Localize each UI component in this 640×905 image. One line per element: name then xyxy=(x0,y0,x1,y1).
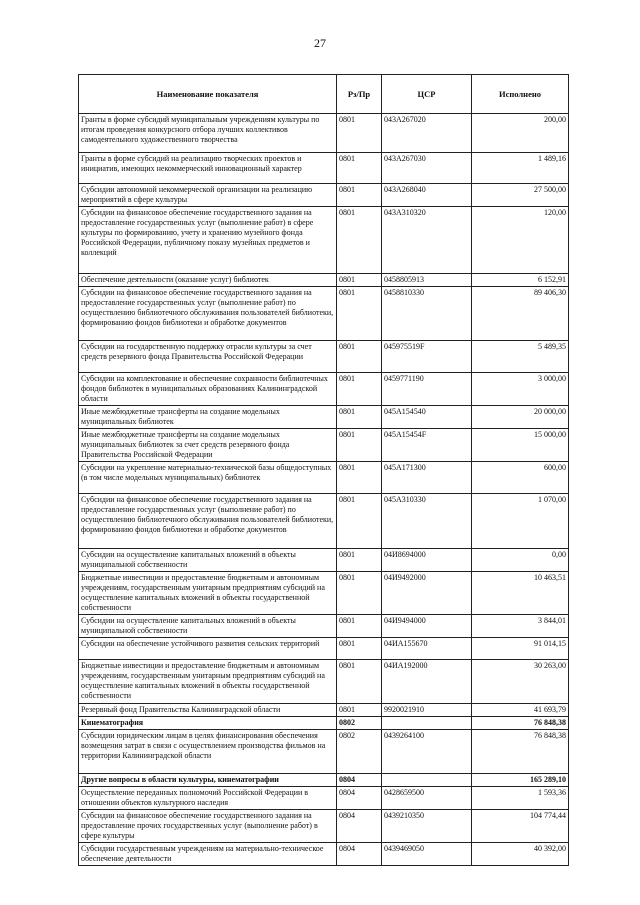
table-row xyxy=(79,274,569,287)
cell-name: Субсидии на осуществление капитальных вложений в объекты муниципальной собственности xyxy=(79,549,337,572)
header-name: Наименование показателя xyxy=(79,75,337,114)
cell-name: Субсидии на осуществление капитальных вложений в объекты муниципальной собственности xyxy=(79,615,337,638)
cell-name: Резервный фонд Правительства Калининградской области xyxy=(79,704,337,717)
cell-name: Иные межбюджетные трансферты на создание модельных муниципальных библиотек за счет средств резервного фонда Правительства Российской Федерации xyxy=(79,429,337,462)
cell-rzpr: 0801 xyxy=(337,660,382,704)
cell-value: 30 263,00 xyxy=(472,660,569,704)
cell-csr xyxy=(382,717,472,730)
cell-rzpr: 0804 xyxy=(337,810,382,843)
cell-rzpr: 0801 xyxy=(337,638,382,660)
cell-csr: 0439264100 xyxy=(382,730,472,774)
cell-value: 200,00 xyxy=(472,114,569,153)
cell-name: Субсидии на укрепление материально-технической базы общедоступных (в том числе модельных муниципальных) библиотек xyxy=(79,462,337,494)
cell-value: 3 844,01 xyxy=(472,615,569,638)
cell-csr: 045А154540 xyxy=(382,406,472,429)
cell-csr: 0439469050 xyxy=(382,843,472,866)
table-row xyxy=(79,184,569,207)
cell-value: 104 774,44 xyxy=(472,810,569,843)
cell-csr: 9920021910 xyxy=(382,704,472,717)
header-csr: ЦСР xyxy=(382,75,472,114)
table-row xyxy=(79,114,569,153)
cell-name: Бюджетные инвестиции и предоставление бюджетным и автономным учреждениям, государственным унитарным предприятиям субсидий на осуществление капитальных вложений в объекты государственной собственности xyxy=(79,572,337,615)
cell-name: Субсидии на государственную поддержку отрасли культуры за счет средств резервного фонда Правительства Российской Федерации xyxy=(79,341,337,373)
cell-name: Субсидии на финансовое обеспечение государственного задания на предоставление государственных услуг (выполнение работ) по осуществлению библиотечного обслуживания пользователей библиотеки, формированию фондов библиотеки и обработке документов xyxy=(79,494,337,549)
cell-csr: 0459771190 xyxy=(382,373,472,406)
cell-csr: 043А310320 xyxy=(382,207,472,274)
cell-csr: 043А268040 xyxy=(382,184,472,207)
cell-name: Субсидии на обеспечение устойчивого развития сельских территорий xyxy=(79,638,337,660)
cell-name: Гранты в форме субсидий муниципальным учреждениям культуры по итогам проведения конкурсного отбора лучших коллективов самодеятельного художественного творчества xyxy=(79,114,337,153)
cell-rzpr: 0802 xyxy=(337,717,382,730)
cell-rzpr: 0801 xyxy=(337,114,382,153)
cell-value: 76 848,38 xyxy=(472,730,569,774)
cell-value: 600,00 xyxy=(472,462,569,494)
cell-name: Субсидии юридическим лицам в целях финансирования обеспечения возмещения затрат в связи с осуществлением производства фильмов на территории Калининградской области xyxy=(79,730,337,774)
table-row xyxy=(79,717,569,730)
table-row xyxy=(79,373,569,406)
page-number: 27 xyxy=(314,36,326,50)
cell-value: 27 500,00 xyxy=(472,184,569,207)
cell-rzpr: 0804 xyxy=(337,787,382,810)
cell-rzpr: 0801 xyxy=(337,184,382,207)
cell-rzpr: 0804 xyxy=(337,843,382,866)
cell-value: 6 152,91 xyxy=(472,274,569,287)
table-row xyxy=(79,207,569,274)
cell-value: 89 406,30 xyxy=(472,287,569,341)
cell-rzpr: 0801 xyxy=(337,704,382,717)
table-row xyxy=(79,787,569,810)
cell-name: Субсидии на финансовое обеспечение государственного задания на предоставление прочих государственных услуг (выполнение работ) в сфере культуры xyxy=(79,810,337,843)
table-row xyxy=(79,341,569,373)
cell-name: Другие вопросы в области культуры, кинематографии xyxy=(79,774,337,787)
cell-rzpr: 0801 xyxy=(337,494,382,549)
cell-rzpr: 0804 xyxy=(337,774,382,787)
cell-csr xyxy=(382,774,472,787)
table-row xyxy=(79,429,569,462)
cell-value: 1 593,36 xyxy=(472,787,569,810)
header-rzpr: Рз/Пр xyxy=(337,75,382,114)
cell-value: 41 693,79 xyxy=(472,704,569,717)
table-row xyxy=(79,730,569,774)
cell-name: Кинематография xyxy=(79,717,337,730)
cell-csr: 04И9494000 xyxy=(382,615,472,638)
cell-rzpr: 0801 xyxy=(337,429,382,462)
cell-rzpr: 0801 xyxy=(337,153,382,184)
cell-value: 76 848,38 xyxy=(472,717,569,730)
table-row xyxy=(79,774,569,787)
cell-csr: 0458810330 xyxy=(382,287,472,341)
table-row xyxy=(79,287,569,341)
cell-name: Субсидии автономной некоммерческой организации на реализацию мероприятий в сфере культуры xyxy=(79,184,337,207)
cell-csr: 045А15454F xyxy=(382,429,472,462)
cell-csr: 043А267030 xyxy=(382,153,472,184)
cell-rzpr: 0801 xyxy=(337,274,382,287)
table-row xyxy=(79,638,569,660)
cell-csr: 04ИА155670 xyxy=(382,638,472,660)
cell-name: Субсидии государственным учреждениям на материально-техническое обеспечение деятельности xyxy=(79,843,337,866)
cell-rzpr: 0801 xyxy=(337,207,382,274)
cell-value: 20 000,00 xyxy=(472,406,569,429)
cell-name: Субсидии на комплектование и обеспечение сохранности библиотечных фондов библиотек в муниципальных образованиях Калининградской области xyxy=(79,373,337,406)
cell-value: 165 289,10 xyxy=(472,774,569,787)
cell-value: 91 014,15 xyxy=(472,638,569,660)
cell-name: Осуществление переданных полномочий Российской Федерации в отношении объектов культурного наследия xyxy=(79,787,337,810)
cell-csr: 0428659500 xyxy=(382,787,472,810)
table-row xyxy=(79,615,569,638)
cell-value: 120,00 xyxy=(472,207,569,274)
cell-csr: 04И9492000 xyxy=(382,572,472,615)
cell-name: Иные межбюджетные трансферты на создание модельных муниципальных библиотек xyxy=(79,406,337,429)
table-row xyxy=(79,153,569,184)
table-row xyxy=(79,406,569,429)
table-row xyxy=(79,462,569,494)
table-body xyxy=(79,114,569,866)
cell-csr: 045А310330 xyxy=(382,494,472,549)
cell-csr: 0439210350 xyxy=(382,810,472,843)
cell-value: 1 070,00 xyxy=(472,494,569,549)
cell-rzpr: 0801 xyxy=(337,462,382,494)
header-value: Исполнено xyxy=(472,75,569,114)
cell-csr: 04ИА192000 xyxy=(382,660,472,704)
table-row xyxy=(79,810,569,843)
table-header-row xyxy=(79,75,569,114)
cell-rzpr: 0801 xyxy=(337,615,382,638)
cell-csr: 04И8694000 xyxy=(382,549,472,572)
cell-value: 15 000,00 xyxy=(472,429,569,462)
cell-csr: 045975519F xyxy=(382,341,472,373)
cell-value: 1 489,16 xyxy=(472,153,569,184)
budget-table xyxy=(78,74,569,866)
table-row xyxy=(79,572,569,615)
cell-name: Гранты в форме субсидий на реализацию творческих проектов и инициатив, имеющих некоммерческий инновационный характер xyxy=(79,153,337,184)
cell-csr: 043А267020 xyxy=(382,114,472,153)
cell-name: Бюджетные инвестиции и предоставление бюджетным и автономным учреждениям, государственным унитарным предприятиям субсидий на осуществление капитальных вложений в объекты государственной собственности xyxy=(79,660,337,704)
cell-rzpr: 0801 xyxy=(337,287,382,341)
table-row xyxy=(79,549,569,572)
cell-rzpr: 0801 xyxy=(337,572,382,615)
cell-csr: 0458805913 xyxy=(382,274,472,287)
table-row xyxy=(79,704,569,717)
cell-rzpr: 0801 xyxy=(337,373,382,406)
cell-rzpr: 0802 xyxy=(337,730,382,774)
cell-name: Субсидии на финансовое обеспечение государственного задания на предоставление государственных услуг (выполнение работ) в сфере культуры по формированию, учету и хранению музейного фонда Российской Федерации, публичному показу музейных предметов и коллекций xyxy=(79,207,337,274)
cell-rzpr: 0801 xyxy=(337,406,382,429)
cell-rzpr: 0801 xyxy=(337,341,382,373)
cell-value: 40 392,00 xyxy=(472,843,569,866)
cell-value: 0,00 xyxy=(472,549,569,572)
table-row xyxy=(79,660,569,704)
cell-csr: 045А171300 xyxy=(382,462,472,494)
cell-value: 5 489,35 xyxy=(472,341,569,373)
cell-value: 10 463,51 xyxy=(472,572,569,615)
cell-name: Обеспечение деятельности (оказание услуг) библиотек xyxy=(79,274,337,287)
cell-name: Субсидии на финансовое обеспечение государственного задания на предоставление государственных услуг (выполнение работ) по осуществлению библиотечного обслуживания пользователей библиотеки, формированию фондов библиотеки и обработке документов xyxy=(79,287,337,341)
table-row xyxy=(79,843,569,866)
table-row xyxy=(79,494,569,549)
cell-value: 3 000,00 xyxy=(472,373,569,406)
cell-rzpr: 0801 xyxy=(337,549,382,572)
